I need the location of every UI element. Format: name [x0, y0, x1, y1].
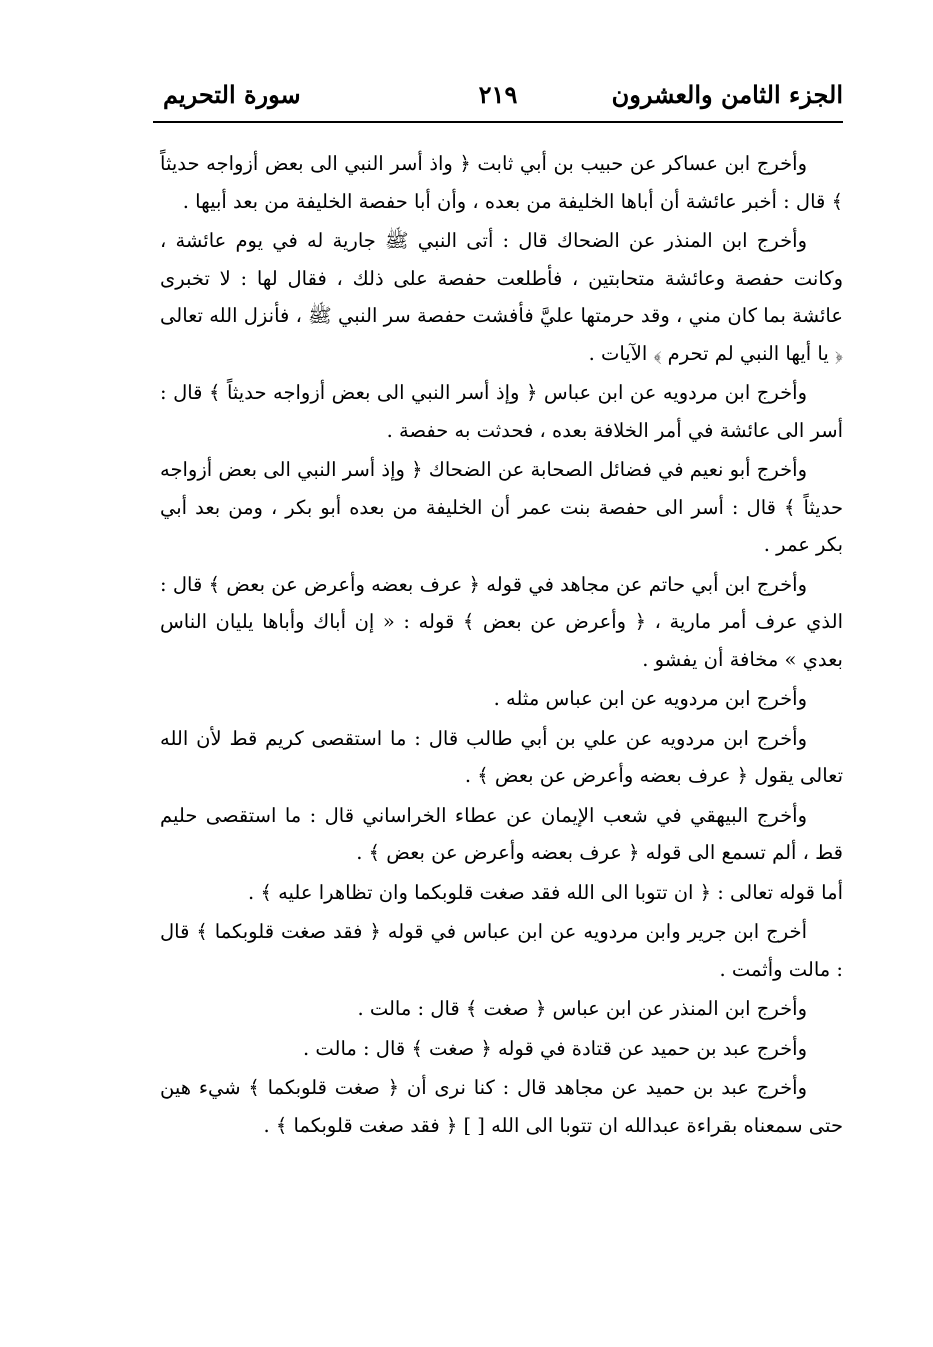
paragraph: وأخرج ابن المنذر عن ابن عباس ﴿ صغت ﴾ قال : مالت . — [357, 997, 807, 1020]
paragraph: وأخرج ابن المنذر عن الضحاك قال : أتى النبي ﷺ جارية له في يوم عائشة ، وكانت حفصة وعائشة متحابتين ، فأطلعت حفصة على ذلك ، فقال لها : لا تخبرى عائشة بما كان مني ، وقد حرمتها عليَّ فأفشت حفصة سر النبي ﷺ ، فأنزل الله تعالى ﴿ يا أيها النبي لم تحرم ﴾ الآيات . — [160, 229, 843, 365]
paragraph: وأخرج عبد بن حميد عن قتادة في قوله ﴿ صغت ﴾ قال : مالت . — [302, 1036, 807, 1060]
paragraph: أما قوله تعالى : ﴿ ان تتوبا الى الله فقد صغت قلوبكما وان تظاهرا عليه ﴾ . — [248, 880, 843, 904]
part-title: الجزء الثامن والعشرون — [611, 80, 843, 109]
page-body — [160, 145, 843, 1144]
paragraph: وأخرج أبو نعيم في فضائل الصحابة عن الضحاك ﴿ وإذ أسر النبي الى بعض أزواجه حديثاً ﴾ قال : أسر الى حفصة بنت عمر أن الخليفة من بعده أبو بكر ، ومن بعد أبي بكر عمر . — [160, 458, 843, 556]
header-rule — [153, 121, 843, 123]
page-number: ٢١٩ — [478, 80, 518, 109]
paragraph: وأخرج ابن مردويه عن ابن عباس ﴿ وإذ أسر النبي الى بعض أزواجه حديثاً ﴾ قال : أسر الى عائشة في أمر الخلافة بعده ، فحدثت به حفصة . — [160, 381, 843, 442]
paragraph: وأخرج ابن عساكر عن حبيب بن أبي ثابت ﴿ واذ أسر النبي الى بعض أزواجه حديثاً ﴾ قال : أخبر عائشة أن أباها الخليفة من بعده ، وأن أبا حفصة الخليفة من بعد أبيها . — [160, 152, 843, 213]
paragraph: وأخرج عبد بن حميد عن مجاهد قال : كنا نرى أن ﴿ صغت قلوبكما ﴾ شيء هين حتى سمعناه بقراءة عبدالله ان تتوبا الى الله [ ] ﴿ فقد صغت قلوبكما ﴾ . — [160, 1076, 843, 1137]
paragraph: وأخرج ابن أبي حاتم عن مجاهد في قوله ﴿ عرف بعضه وأعرض عن بعض ﴾ قال : الذي عرف أمر مارية ، ﴿ وأعرض عن بعض ﴾ قوله : « إن أباك وأباها يليان الناس بعدي » مخافة أن يفشو . — [160, 572, 843, 671]
paragraph: أخرج ابن جرير وابن مردويه عن ابن عباس في قوله ﴿ فقد صغت قلوبكما ﴾ قال : مالت وأثمت . — [160, 920, 843, 981]
paragraph: وأخرج ابن مردويه عن علي بن أبي طالب قال : ما استقصى كريم قط لأن الله تعالى يقول ﴿ عرف بعضه وأعرض عن بعض ﴾ . — [160, 726, 843, 787]
paragraph: وأخرج ابن مردويه عن ابن عباس مثله . — [493, 687, 807, 710]
paragraph: وأخرج البيهقي في شعب الإيمان عن عطاء الخراساني قال : ما استقصى حليم قط ، ألم تسمع الى قوله ﴿ عرف بعضه وأعرض عن بعض ﴾ . — [160, 803, 843, 864]
surah-title: سورة التحريم — [163, 80, 301, 109]
page-header — [153, 74, 843, 116]
